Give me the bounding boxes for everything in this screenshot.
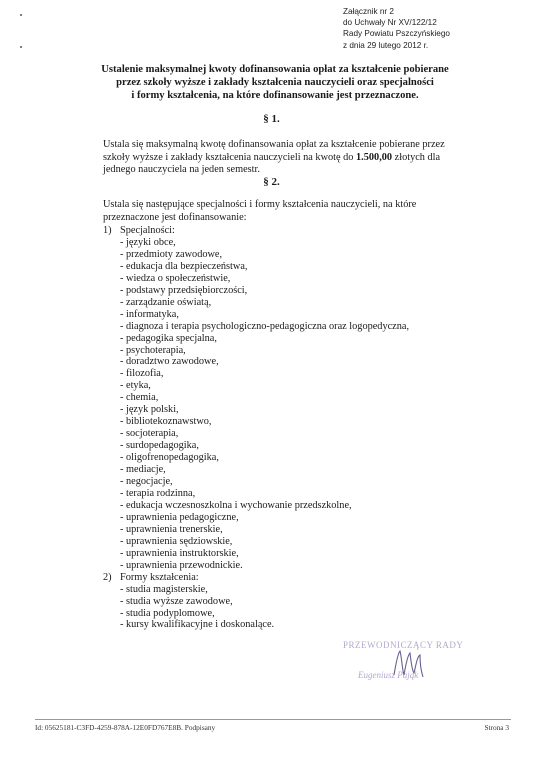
- list-item: - surdopedagogika,: [120, 440, 199, 452]
- list-item: - pedagogika specjalna,: [120, 332, 217, 344]
- list-item: - chemia,: [120, 392, 159, 404]
- list-item: - podstawy przedsiębiorczości,: [120, 284, 248, 296]
- requirements-list: [103, 225, 409, 631]
- list-item: - psychoterapia,: [120, 344, 186, 356]
- signature-graphic: [390, 645, 430, 685]
- list-item: - języki obce,: [120, 236, 176, 248]
- list-item: - język polski,: [120, 404, 179, 416]
- scan-dot: [20, 46, 22, 48]
- list-group-label: Formy kształcenia:: [120, 571, 199, 583]
- section1-heading: § 1.: [263, 113, 280, 125]
- page-number: Strona 3: [484, 723, 509, 732]
- section2-heading: § 2.: [263, 176, 280, 188]
- list-item: - uprawnienia sędziowskie,: [120, 535, 233, 547]
- list-item: - kursy kwalifikacyjne i doskonalące.: [120, 619, 275, 631]
- list-item: - studia wyższe zawodowe,: [120, 595, 233, 607]
- scan-dot: [20, 14, 22, 16]
- list-item: - negocjacje,: [120, 476, 173, 488]
- list-group-number: 2): [103, 571, 112, 583]
- stamp-name: Eugeniusz Pająk: [358, 670, 419, 680]
- stamp-chairman: PRZEWODNICZĄCY RADY: [343, 640, 464, 650]
- list-item: - edukacja dla bezpieczeństwa,: [120, 260, 248, 272]
- list-group-number: 1): [103, 225, 112, 236]
- list-item: - etyka,: [120, 380, 151, 392]
- list-item: - uprawnienia instruktorskie,: [120, 547, 239, 559]
- attachment-line: Załącznik nr 2: [343, 7, 394, 16]
- section1-paragraph: [103, 139, 453, 177]
- list-item: - edukacja wczesnoszkolna i wychowanie przedszkolne,: [120, 499, 352, 511]
- footer-divider: [35, 719, 511, 720]
- list-item: - oligofrenopedagogika,: [120, 452, 219, 464]
- list-item: - przedmioty zawodowe,: [120, 248, 223, 260]
- section1-text-before: Ustala się maksymalną kwotę dofinansowania opłat za kształcenie pobierane przez szkoły wyższe i zakłady kształcenia nauczycieli na kwotę do: [103, 139, 445, 163]
- title-line: i formy kształcenia, na które dofinansowanie jest przeznaczone.: [131, 90, 419, 101]
- list-item: - diagnoza i terapia psychologiczno-pedagogiczna oraz logopedyczna,: [120, 320, 410, 332]
- list-group-heading: [103, 572, 409, 584]
- list-item: - socjoterapia,: [120, 428, 179, 440]
- list-item: - studia podyplomowe,: [120, 607, 215, 619]
- list-item: - filozofia,: [120, 368, 164, 380]
- section1-text-after: złotych dla jednego nauczyciela na jeden semestr.: [103, 151, 441, 176]
- list-item: - mediacje,: [120, 464, 166, 476]
- section2-intro: Ustala się następujące specjalności i formy kształcenia nauczycieli, na które przeznaczone jest dofinansowanie:: [103, 199, 417, 223]
- list-item: - zarządzanie oświatą,: [120, 296, 212, 308]
- title-line: przez szkoły wyższe i zakłady kształcenia nauczycieli oraz specjalności: [116, 77, 434, 88]
- document-title: [90, 63, 460, 102]
- attachment-line: do Uchwały Nr XV/122/12: [343, 18, 437, 28]
- list-item: - uprawnienia przewodnickie.: [120, 559, 243, 571]
- list-group-heading: [103, 225, 409, 237]
- list-item: - bibliotekoznawstwo,: [120, 416, 212, 428]
- attachment-line: z dnia 29 lutego 2012 r.: [343, 40, 429, 50]
- section1-amount: 1.500,00: [356, 151, 393, 163]
- attachment-note: [343, 6, 450, 51]
- list-item: - uprawnienia trenerskie,: [120, 523, 223, 535]
- list-item: - doradztwo zawodowe,: [120, 356, 219, 368]
- list-item: - uprawnienia pedagogiczne,: [120, 511, 239, 523]
- list-item: - terapia rodzinna,: [120, 487, 196, 499]
- title-line: Ustalenie maksymalnej kwoty dofinansowania opłat za kształcenie pobierane: [101, 64, 449, 75]
- document-id: Id: 05625181-C3FD-4259-878A-12E0FD767E8B. Podpisany: [35, 723, 216, 732]
- list-item: - studia magisterskie,: [120, 583, 208, 595]
- list-group-label: Specjalności:: [120, 225, 175, 236]
- list-item: - wiedza o społeczeństwie,: [120, 272, 231, 284]
- attachment-line: Rady Powiatu Pszczyńskiego: [343, 29, 450, 39]
- list-item: - informatyka,: [120, 308, 179, 320]
